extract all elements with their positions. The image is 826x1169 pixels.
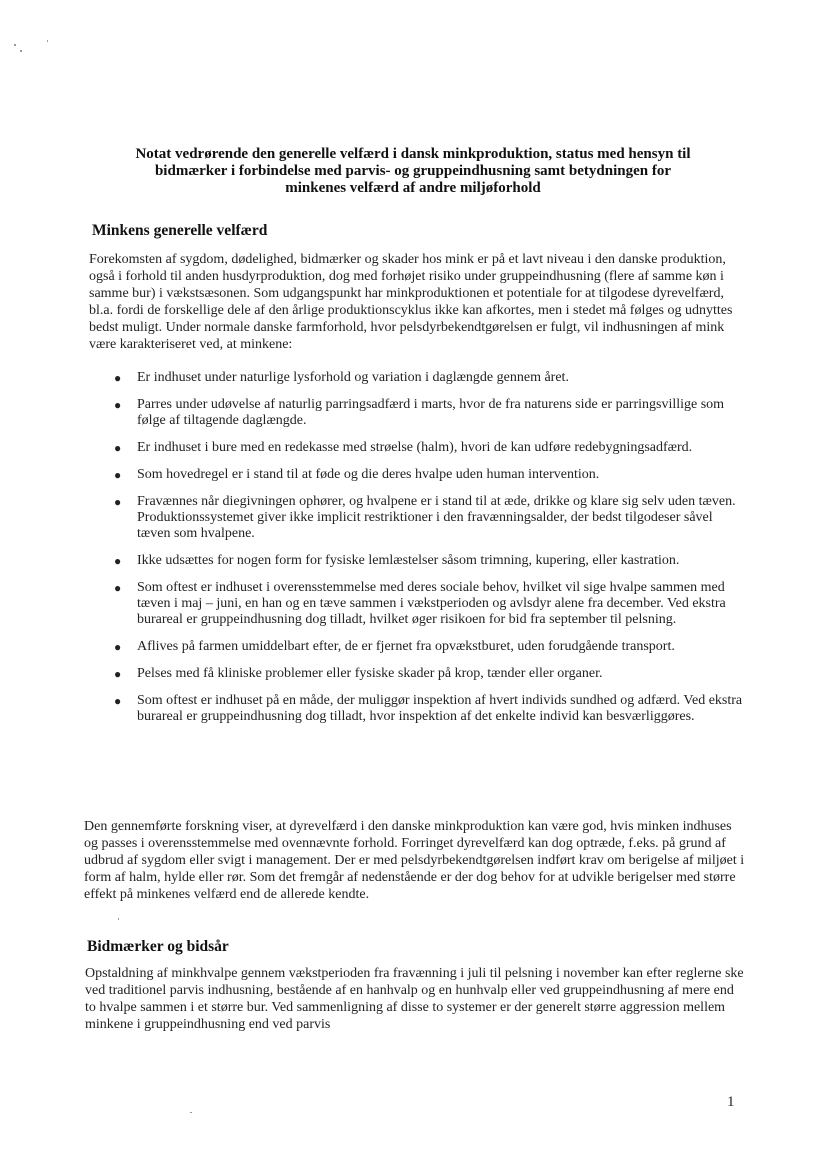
list-item-text: Som oftest er indhuset i overensstemmelse med deres sociale behov, hvilket vil sige hvalpe sammen med tæven i maj – juni, en han og en tæve sammen i vækstperioden og avlsdyr alene fra december. Ved ekstra burareal er gruppeindhusning dog tilladt, hvilket øger risikoen for bid fra september til pelsning. [137,580,726,627]
list-item-text: Som hovedregel er i stand til at føde og die deres hvalpe uden human intervention. [137,467,600,482]
section-heading-general-welfare: Minkens generelle velfærd [92,222,268,239]
scan-speck [14,44,16,46]
list-item [108,467,748,483]
page-number: 1 [727,1094,735,1110]
scan-speck [20,50,22,52]
bullet-icon: ● [114,398,122,412]
intro-paragraph: Forekomsten af sygdom, dødelighed, bidmærker og skader hos mink er på et lavt niveau i den danske produktion, også i forhold til anden husdyrproduktion, dog med forhøjet risiko under gruppeindhusning (flere af samme køn i samme bur) i vækstsæsonen. Som udgangspunkt har minkproduktionen et potentiale for at tilgodese dyrevelfærd, bl.a. fordi de forskellige dele af den årlige produktionscyklus ikke kan afkortes, men i stedet må følges og udnyttes bedst muligt. Under normale danske farmforhold, hvor pelsdyrbekendtgørelsen er fulgt, vil indhusningen af mink være karakteriseret ved, at minkene: [89,252,733,352]
list-item-text: Ikke udsættes for nogen form for fysiske lemlæstelser såsom trimning, kupering, eller kastration. [137,553,680,568]
list-item-text: Er indhuset under naturlige lysforhold og variation i daglængde gennem året. [137,370,569,385]
bullet-icon: ● [114,667,122,681]
list-item [108,580,748,628]
bite-marks-paragraph: Opstaldning af minkhvalpe gennem vækstperioden fra fravænning i juli til pelsning i november kan efter reglerne ske ved traditionel parvis indhusning, bestående af en hanhvalp og en hunhvalp eller ved gruppeindhusning af mere end to hvalpe sammen i et større bur. Ved sammenligning af disse to systemer er der generelt større aggression mellem minkene i gruppeindhusning end ved parvis [85,966,744,1032]
scan-speck [190,1112,192,1113]
bullet-icon: ● [114,441,122,455]
summary-paragraph: Den gennemførte forskning viser, at dyrevelfærd i den danske minkproduktion kan være god, hvis minken indhuses og passes i overensstemmelse med ovennævnte forhold. Forringet dyrevelfærd kan dog optræde, f.eks. på grund af udbrud af sygdom eller svigt i management. Der er med pelsdyrbekendtgørelsen indført krav om berigelse af miljøet i form af halm, hylde eller rør. Som det fremgår af nedenstående er der dog behov for at udvikle berigelser med større effekt på minkenes velfærd end de allerede kendte. [84,819,745,902]
list-item [108,639,748,655]
bullet-icon: ● [114,640,122,654]
bullet-icon: ● [114,495,122,509]
welfare-bullet-list [108,370,748,736]
scan-speck [118,918,119,920]
title-line-1: Notat vedrørende den generelle velfærd i dansk minkproduktion, status med hensyn til [135,146,691,162]
bullet-icon: ● [114,371,122,385]
scan-speck [47,40,48,42]
list-item [108,693,748,725]
list-item-text: Som oftest er indhuset på en måde, der muliggør inspektion af hvert individs sundhed og adfærd. Ved ekstra burareal er gruppeindhusning dog tilladt, hvor inspektion af det enkelte individ kan besværliggøres. [137,693,743,724]
list-item [108,397,748,429]
document-title [80,146,746,197]
bullet-icon: ● [114,554,122,568]
list-item-text: Pelses med få kliniske problemer eller fysiske skader på krop, tænder eller organer. [137,666,603,681]
list-item-text: Fravænnes når diegivningen ophører, og hvalpene er i stand til at æde, drikke og klare sig selv uden tæven. Produktionssystemet giver ikke implicit restriktioner i den fravænningsalder, der bedst tilgodeser såvel tæven som hvalpene. [137,494,736,541]
section-heading-bite-marks: Bidmærker og bidsår [87,938,229,955]
list-item [108,553,748,569]
list-item [108,370,748,386]
bullet-icon: ● [114,581,122,595]
bullet-icon: ● [114,694,122,708]
list-item-text: Er indhuset i bure med en redekasse med strøelse (halm), hvori de kan udføre redebygningsadfærd. [137,440,693,455]
list-item [108,494,748,542]
list-item-text: Parres under udøvelse af naturlig parringsadfærd i marts, hvor de fra naturens side er parringsvillige som følge af tiltagende daglængde. [137,397,725,428]
list-item-text: Aflives på farmen umiddelbart efter, de er fjernet fra opvækstburet, uden forudgående transport. [137,639,675,654]
bullet-icon: ● [114,468,122,482]
list-item [108,666,748,682]
list-item [108,440,748,456]
title-line-2: bidmærker i forbindelse med parvis- og gruppeindhusning samt betydningen for [154,163,672,179]
title-line-3: minkenes velfærd af andre miljøforhold [285,180,541,196]
